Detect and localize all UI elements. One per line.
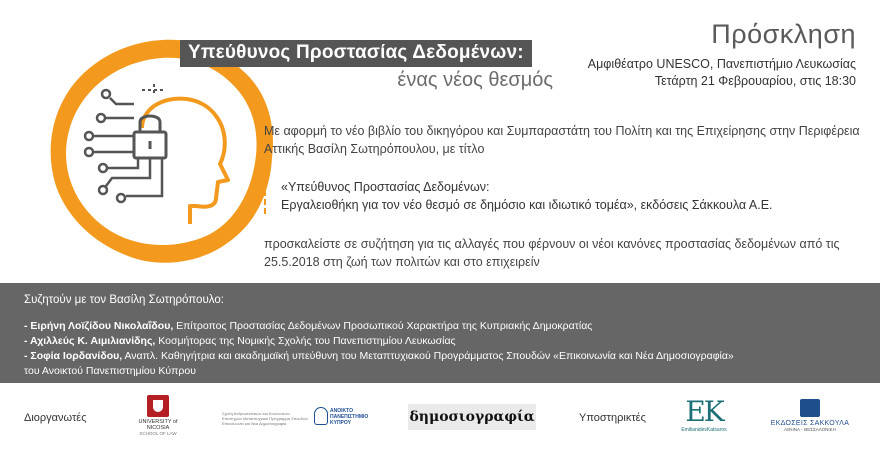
unic-name: UNIVERSITY of NICOSIA bbox=[138, 419, 178, 431]
speaker-name: - Ειρήνη Λοϊζίδου Νικολαΐδου, bbox=[24, 320, 174, 332]
emilianides-katsaros-logo bbox=[681, 397, 727, 445]
footer-logos bbox=[0, 383, 880, 460]
speaker-role: Αναπλ. Καθηγήτρια και ακαδημαϊκή υπεύθυνη του Μεταπτυχιακού Προγράμματος Σπουδών «Επικοινωνία και Νέα Δημοσιογραφία» bbox=[122, 350, 734, 362]
speaker-name: - Αχιλλεύς Κ. Αιμιλιανίδης, bbox=[24, 335, 156, 347]
quote-accent-bar bbox=[264, 172, 268, 214]
ek-monogram: EK bbox=[685, 395, 723, 428]
event-title: Υπεύθυνος Προστασίας Δεδομένων: bbox=[180, 40, 532, 67]
book-title-line1: «Υπεύθυνος Προστασίας Δεδομένων: bbox=[281, 180, 490, 194]
speaker-name: - Σοφία Ιορδανίδου, bbox=[24, 350, 123, 362]
organizers-label: Διοργανωτές bbox=[24, 412, 87, 424]
sakkoulas-emblem-icon bbox=[800, 399, 820, 417]
head-lock-illustration bbox=[46, 36, 278, 268]
speaker-item bbox=[24, 319, 869, 334]
unic-emblem-icon bbox=[147, 395, 169, 417]
ouc-logo bbox=[222, 403, 367, 439]
closing-text: προσκαλείστε σε συζήτηση για τις αλλαγές που φέρνουν οι νέοι κανόνες προστασίας δεδομένων από τις 25.5.2018 στη ζωή των πολιτών και στο επιχειρείν bbox=[264, 237, 840, 269]
sakkoulas-city: ΑΘΗΝΑ - ΘΕΣΣΑΛΟΝΙΚΗ bbox=[784, 427, 836, 432]
unic-logo bbox=[130, 395, 186, 445]
speaker-item bbox=[24, 349, 869, 364]
venue-datetime: Τετάρτη 21 Φεβρουαρίου, στις 18:30 bbox=[654, 74, 856, 88]
unic-school: SCHOOL OF LAW bbox=[139, 431, 177, 436]
panel-heading: Συζητούν με τον Βασίλη Σωτηρόπουλο: bbox=[24, 294, 224, 306]
publisher-text: , εκδόσεις Σάκκουλα Α.Ε. bbox=[633, 198, 773, 212]
intro-text: Με αφορμή το νέο βιβλίο του δικηγόρου και Συμπαραστάτη του Πολίτη και της Επιχείρησης στην Περιφέρεια Αττικής Βασίλη Σωτηρόπουλου, με τίτλο bbox=[264, 124, 860, 156]
dimosiografia-logo: δημοσιογραφία bbox=[408, 404, 536, 430]
speakers-panel bbox=[0, 283, 880, 383]
sakkoulas-name: ΕΚΔΟΣΕΙΣ ΣΑΚΚΟΥΛΑ bbox=[770, 420, 850, 427]
book-title-block bbox=[281, 178, 866, 214]
speakers-list bbox=[24, 319, 869, 379]
sponsors-label: Υποστηρικτές bbox=[579, 412, 646, 424]
event-subtitle: ένας νέος θεσμός bbox=[397, 69, 553, 91]
book-title-line2: Εργαλειοθήκη για τον νέο θεσμό σε δημόσιο και ιδιωτικό τομέα» bbox=[281, 198, 634, 212]
sakkoulas-logo bbox=[764, 399, 856, 445]
ek-name: EmilianidesKatsaros bbox=[681, 427, 727, 433]
venue-location: Αμφιθέατρο UNESCO, Πανεπιστήμιο Λευκωσίας bbox=[587, 57, 856, 71]
ouc-name: ΑΝΟΙΚΤΟ ΠΑΝΕΠΙΣΤΗΜΙΟ ΚΥΠΡΟΥ bbox=[330, 408, 369, 426]
invitation-heading: Πρόσκληση bbox=[711, 19, 856, 49]
data-protection-icon bbox=[46, 36, 278, 268]
speaker-role: Κοσμήτορας της Νομικής Σχολής του Πανεπιστημίου Λευκωσίας bbox=[155, 335, 456, 347]
speaker-role-continued: του Ανοικτού Πανεπιστημίου Κύπρου bbox=[24, 365, 196, 377]
ouc-emblem-icon bbox=[314, 407, 328, 425]
speaker-role: Επίτροπος Προστασίας Δεδομένων Προσωπικού Χαρακτήρα της Κυπριακής Δημοκρατίας bbox=[173, 320, 593, 332]
speaker-item bbox=[24, 334, 869, 349]
ouc-programme-text: Σχολή Ανθρωπιστικών και Κοινωνικών Επιστημών Μεταπτυχιακό Πρόγραμμα Σπουδών Επικοινωνία και Νέα Δημοσιογραφία bbox=[222, 411, 308, 426]
venue-info bbox=[588, 56, 856, 90]
